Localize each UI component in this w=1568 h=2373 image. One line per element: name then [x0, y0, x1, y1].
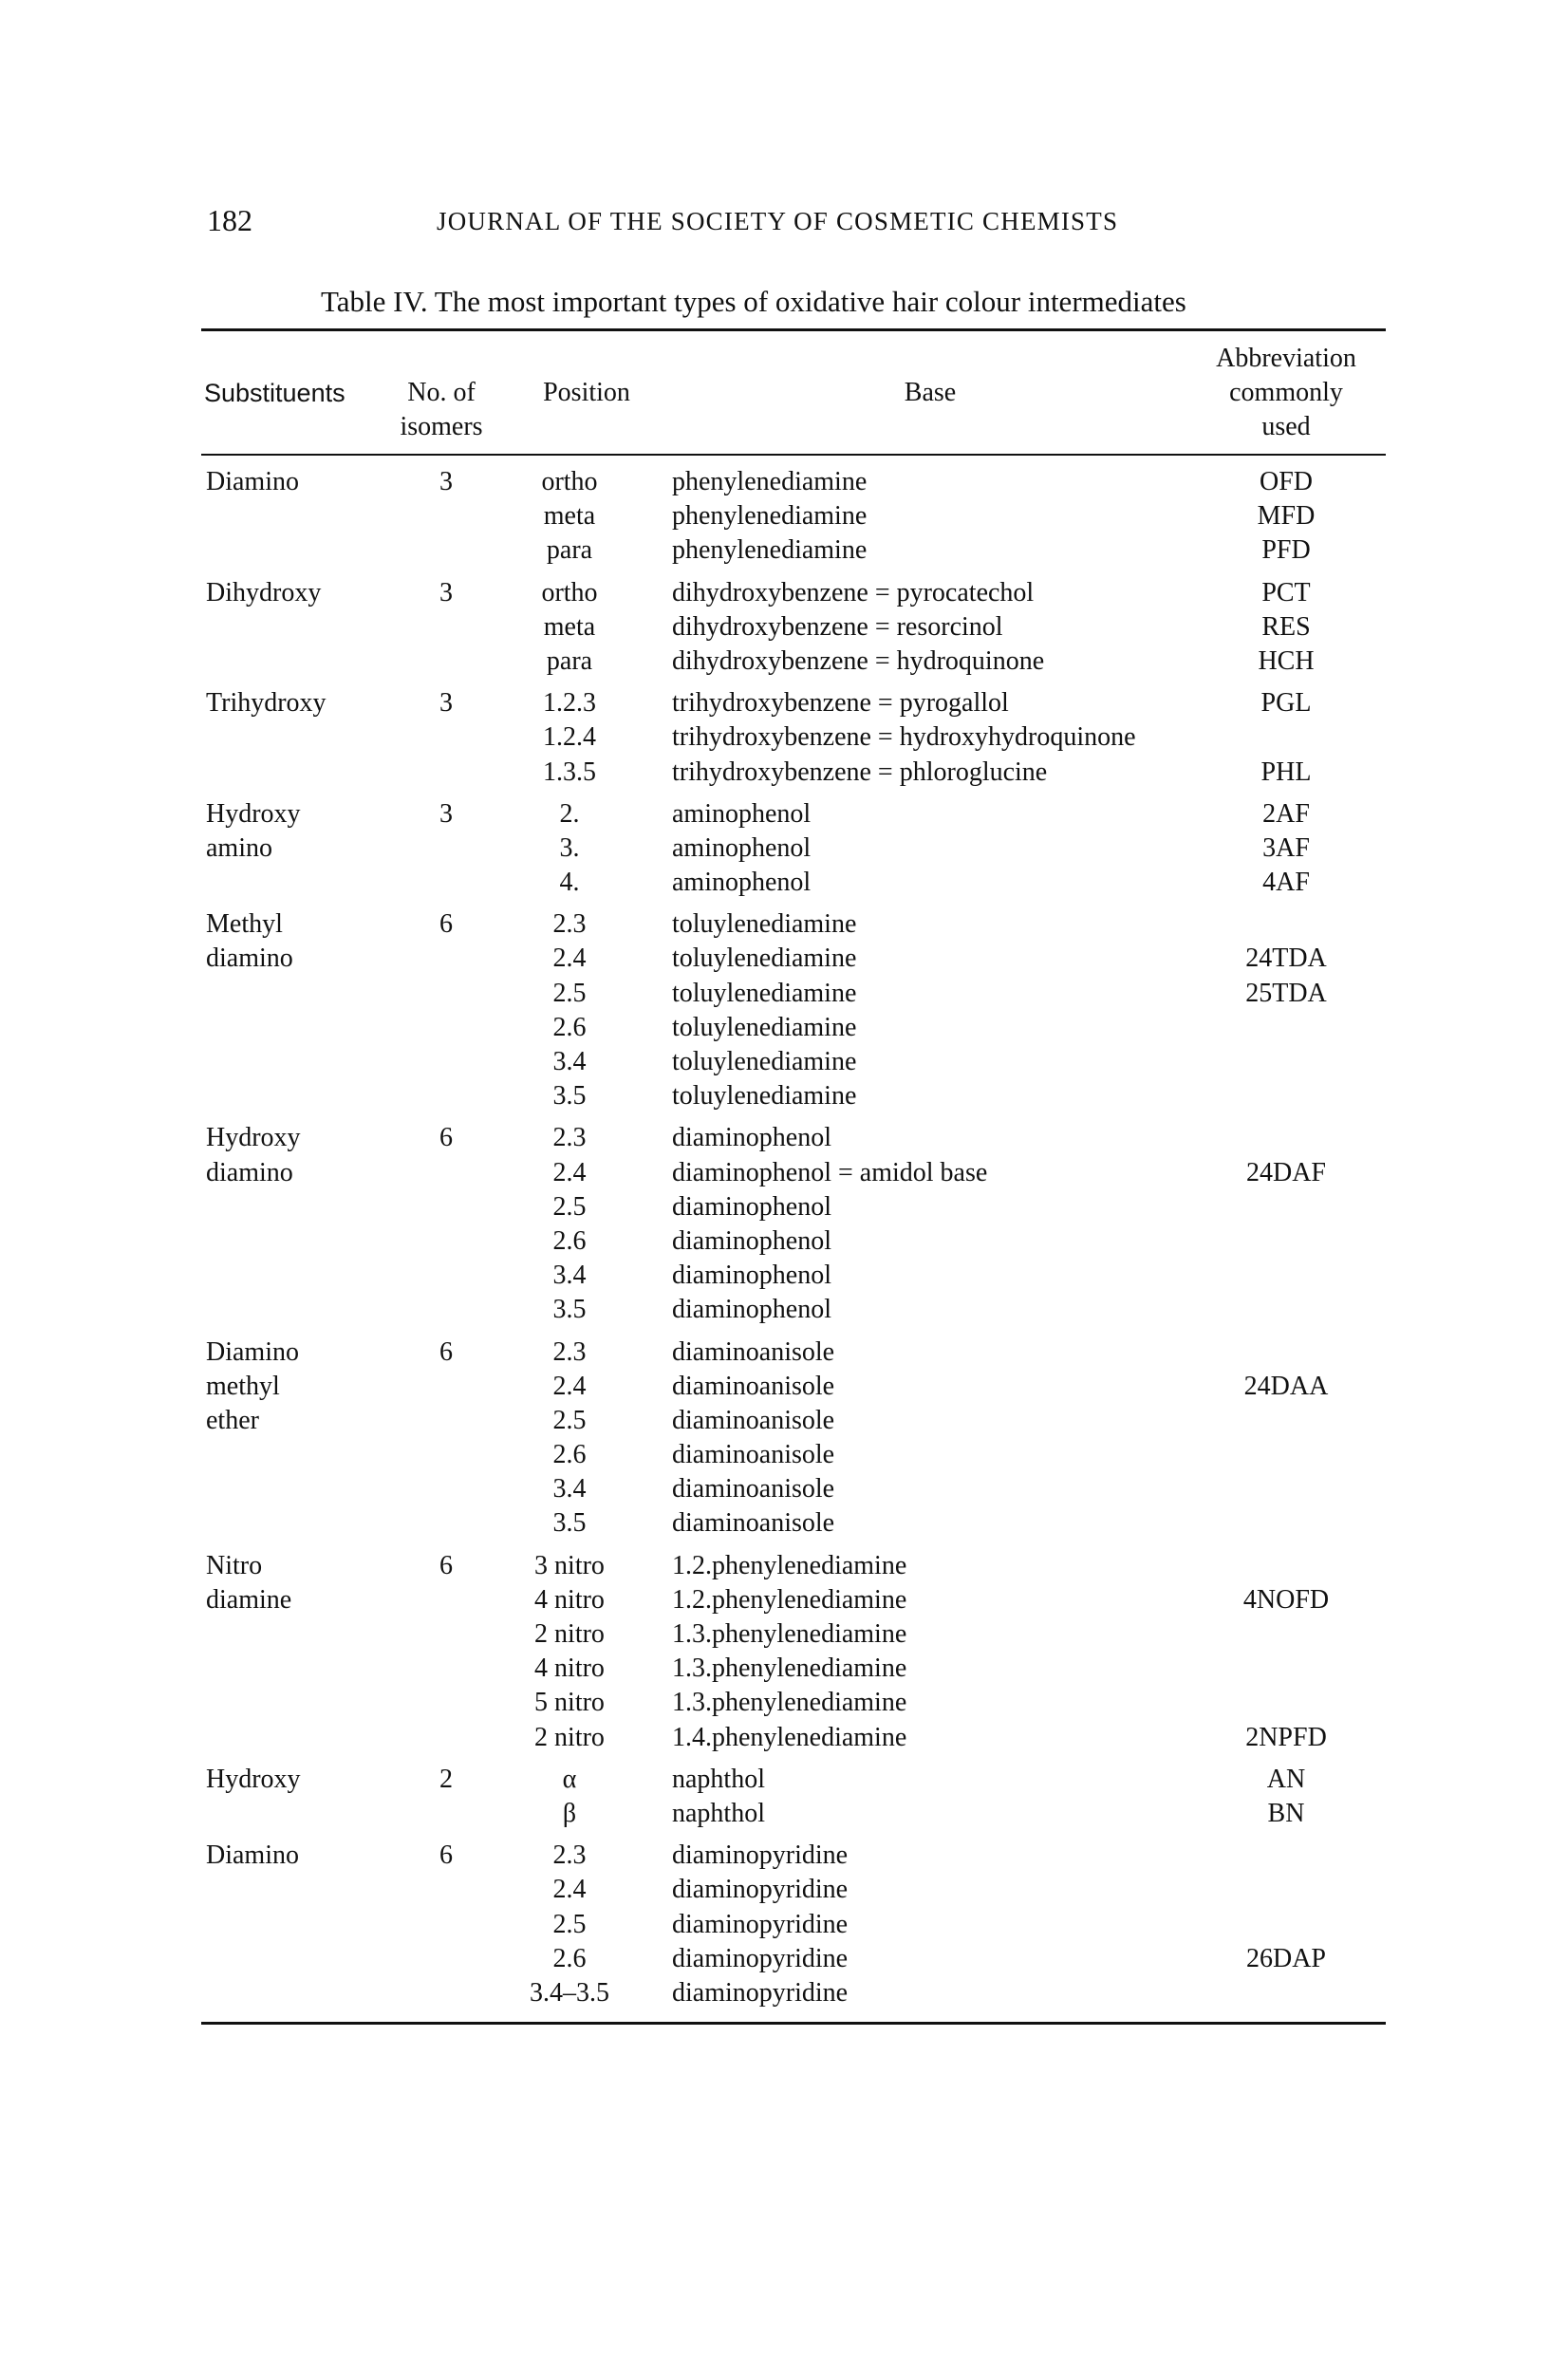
- abbreviation-cell: 2AF: [1262, 798, 1310, 829]
- substituent-cell: Diamino: [206, 1840, 299, 1871]
- abbreviation-cell: RES: [1261, 611, 1311, 642]
- position-cell: 2.6: [552, 1225, 587, 1256]
- base-cell: phenylenediamine: [672, 467, 868, 496]
- isomers-cell: 3: [439, 798, 453, 829]
- base-cell: 1.2.phenylenediamine: [672, 1584, 907, 1615]
- table-row: [0, 1404, 1568, 1438]
- header-substituents: Substituents: [204, 379, 345, 407]
- table-row: [0, 831, 1568, 866]
- base-cell: dihydroxybenzene = resorcinol: [672, 611, 1003, 642]
- table-row: [0, 907, 1568, 942]
- position-cell: 1.2.3: [543, 688, 596, 719]
- table-row: [0, 1472, 1568, 1506]
- table-row: [0, 1293, 1568, 1327]
- position-cell: 2.6: [552, 1012, 587, 1042]
- position-cell: ortho: [541, 467, 598, 496]
- table-row: [0, 533, 1568, 568]
- position-cell: 3.: [559, 832, 580, 863]
- base-cell: diaminophenol: [672, 1191, 831, 1222]
- table-row: [0, 1156, 1568, 1190]
- position-cell: 2.5: [552, 1191, 587, 1222]
- table-row: [0, 1873, 1568, 1907]
- header-abbreviation: [1177, 342, 1395, 444]
- base-cell: toluylenediamine: [672, 1081, 857, 1112]
- substituent-cell: methyl: [206, 1371, 280, 1401]
- base-cell: diaminoanisole: [672, 1508, 835, 1539]
- table-row: [0, 645, 1568, 679]
- substituent-cell: diamino: [206, 1157, 293, 1187]
- running-head: JOURNAL OF THE SOCIETY OF COSMETIC CHEMISTS: [437, 207, 1119, 235]
- abbreviation-cell: 3AF: [1262, 832, 1310, 863]
- table-row: [0, 576, 1568, 610]
- table-row: [0, 1797, 1568, 1831]
- table-row: [0, 1976, 1568, 2010]
- header-abbr-line3: used: [1261, 412, 1311, 441]
- abbreviation-cell: PFD: [1261, 535, 1311, 566]
- base-cell: diaminoanisole: [672, 1474, 835, 1504]
- position-cell: 2.5: [552, 978, 587, 1008]
- base-cell: 1.3.phenylenediamine: [672, 1619, 907, 1649]
- position-cell: 1.3.5: [543, 757, 596, 787]
- abbreviation-cell: 24DAF: [1245, 1157, 1326, 1187]
- table-row: [0, 1506, 1568, 1541]
- abbreviation-cell: PHL: [1260, 757, 1312, 787]
- table-row: [0, 756, 1568, 790]
- abbreviation-cell: 4NOFD: [1242, 1584, 1330, 1615]
- position-cell: 2.4: [552, 1875, 587, 1905]
- position-cell: 3.4: [552, 1047, 587, 1076]
- abbreviation-cell: 24TDA: [1245, 944, 1327, 974]
- substituent-cell: Dihydroxy: [206, 577, 322, 607]
- substituent-cell: diamine: [206, 1584, 292, 1615]
- header-isomers: [370, 376, 513, 444]
- isomers-cell: 2: [439, 1764, 453, 1794]
- table-row: [0, 610, 1568, 645]
- table-row: [0, 1908, 1568, 1942]
- position-cell: 2.3: [552, 1336, 587, 1367]
- substituent-cell: Hydroxy: [206, 798, 301, 829]
- substituent-cell: Methyl: [206, 909, 283, 940]
- table-row: [0, 465, 1568, 499]
- position-cell: para: [546, 645, 593, 676]
- base-cell: trihydroxybenzene = phloroglucine: [672, 757, 1048, 787]
- table-row: [0, 1438, 1568, 1472]
- base-cell: naphthol: [672, 1764, 765, 1794]
- abbreviation-cell: HCH: [1258, 645, 1315, 676]
- base-cell: 1.2.phenylenediamine: [672, 1550, 907, 1580]
- position-cell: ortho: [541, 577, 598, 607]
- isomers-cell: 6: [439, 1123, 453, 1153]
- base-cell: diaminophenol: [672, 1225, 831, 1256]
- position-cell: 3.5: [552, 1295, 587, 1325]
- position-cell: 3.4–3.5: [530, 1977, 609, 2008]
- base-cell: toluylenediamine: [672, 909, 857, 940]
- table-row: [0, 1190, 1568, 1224]
- position-cell: 2.5: [552, 1909, 587, 1939]
- abbreviation-cell: BN: [1267, 1798, 1305, 1828]
- isomers-cell: 6: [439, 1840, 453, 1871]
- base-cell: phenylenediamine: [672, 501, 868, 532]
- base-cell: diaminoanisole: [672, 1371, 835, 1401]
- substituent-cell: Diamino: [206, 1336, 299, 1367]
- substituent-cell: ether: [206, 1405, 259, 1435]
- position-cell: 2.6: [552, 1440, 587, 1470]
- bottom-rule: [201, 2022, 1386, 2025]
- position-cell: 4 nitro: [534, 1584, 605, 1615]
- isomers-cell: 6: [439, 909, 453, 940]
- base-cell: trihydroxybenzene = hydroxyhydroquinone: [672, 722, 1136, 753]
- position-cell: 3.5: [552, 1508, 587, 1539]
- base-cell: diaminophenol: [672, 1295, 831, 1325]
- base-cell: diaminopyridine: [672, 1840, 849, 1871]
- base-cell: dihydroxybenzene = hydroquinone: [672, 645, 1045, 676]
- header-base: Base: [904, 378, 957, 407]
- table-row: [0, 1549, 1568, 1583]
- abbreviation-cell: 25TDA: [1245, 978, 1327, 1008]
- position-cell: 2.3: [552, 909, 587, 940]
- base-cell: toluylenediamine: [672, 1012, 857, 1042]
- base-cell: diaminopyridine: [672, 1943, 849, 1973]
- base-cell: dihydroxybenzene = pyrocatechol: [672, 577, 1035, 607]
- table-row: [0, 1121, 1568, 1155]
- substituent-cell: Nitro: [206, 1550, 263, 1580]
- table-row: [0, 1721, 1568, 1755]
- base-cell: aminophenol: [672, 868, 812, 898]
- position-cell: 2.6: [552, 1943, 587, 1973]
- table-row: [0, 1336, 1568, 1370]
- base-cell: toluylenediamine: [672, 1047, 857, 1076]
- substituent-cell: amino: [206, 832, 272, 863]
- table-caption: Table IV. The most important types of oxidative hair colour intermediates: [321, 285, 1186, 318]
- position-cell: para: [546, 535, 593, 566]
- table-row: [0, 499, 1568, 533]
- table-row: [0, 1045, 1568, 1079]
- table-row: [0, 1686, 1568, 1720]
- base-cell: diaminophenol = amidol base: [672, 1157, 988, 1187]
- base-cell: toluylenediamine: [672, 978, 857, 1008]
- header-isomers-line2: isomers: [400, 412, 483, 441]
- base-cell: diaminophenol: [672, 1261, 831, 1291]
- table-row: [0, 942, 1568, 976]
- base-cell: diaminophenol: [672, 1123, 831, 1153]
- abbreviation-cell: AN: [1266, 1764, 1306, 1794]
- abbreviation-cell: OFD: [1259, 467, 1313, 496]
- header-position: Position: [543, 378, 630, 407]
- base-cell: 1.3.phenylenediamine: [672, 1688, 907, 1718]
- position-cell: 2.: [559, 798, 580, 829]
- table-row: [0, 1839, 1568, 1873]
- base-cell: aminophenol: [672, 832, 812, 863]
- table-row: [0, 1583, 1568, 1617]
- base-cell: diaminoanisole: [672, 1405, 835, 1435]
- table-row: [0, 1224, 1568, 1259]
- table-row: [0, 1011, 1568, 1045]
- table-row: [0, 1259, 1568, 1293]
- base-cell: aminophenol: [672, 798, 812, 829]
- table-row: [0, 977, 1568, 1011]
- table-row: [0, 1942, 1568, 1976]
- position-cell: 2 nitro: [534, 1619, 605, 1649]
- position-cell: 3 nitro: [534, 1550, 605, 1580]
- position-cell: α: [562, 1764, 577, 1794]
- header-abbr-line1: Abbreviation: [1216, 344, 1356, 373]
- position-cell: 3.5: [552, 1081, 587, 1112]
- abbreviation-cell: 4AF: [1262, 868, 1310, 898]
- table-row: [0, 797, 1568, 831]
- abbreviation-cell: PCT: [1261, 577, 1311, 607]
- base-cell: trihydroxybenzene = pyrogallol: [672, 688, 1009, 719]
- position-cell: 2.4: [552, 1371, 587, 1401]
- header-abbr-line2: commonly: [1229, 378, 1343, 407]
- position-cell: meta: [543, 611, 596, 642]
- table-row: [0, 1617, 1568, 1652]
- isomers-cell: 3: [439, 688, 453, 719]
- base-cell: diaminoanisole: [672, 1336, 835, 1367]
- position-cell: 4.: [559, 868, 580, 898]
- position-cell: 1.2.4: [543, 722, 596, 753]
- base-cell: diaminoanisole: [672, 1440, 835, 1470]
- table-body: [0, 465, 1568, 2010]
- table-row: [0, 720, 1568, 755]
- base-cell: naphthol: [672, 1798, 765, 1828]
- position-cell: 2.3: [552, 1123, 587, 1153]
- isomers-cell: 3: [439, 577, 453, 607]
- position-cell: β: [562, 1798, 577, 1828]
- position-cell: 3.4: [552, 1474, 587, 1504]
- top-rule: [201, 328, 1386, 331]
- table-row: [0, 1652, 1568, 1686]
- base-cell: diaminopyridine: [672, 1977, 849, 2008]
- base-cell: diaminopyridine: [672, 1875, 849, 1905]
- header-rule: [201, 454, 1386, 456]
- base-cell: 1.3.phenylenediamine: [672, 1654, 907, 1684]
- position-cell: 2.3: [552, 1840, 587, 1871]
- header-isomers-line1: No. of: [407, 378, 476, 407]
- position-cell: 2.4: [552, 944, 587, 974]
- position-cell: 5 nitro: [534, 1688, 605, 1718]
- position-cell: 2 nitro: [534, 1722, 605, 1752]
- table-row: [0, 1763, 1568, 1797]
- abbreviation-cell: 2NPFD: [1245, 1722, 1327, 1752]
- position-cell: 2.5: [552, 1405, 587, 1435]
- abbreviation-cell: 24DAA: [1243, 1371, 1329, 1401]
- abbreviation-cell: MFD: [1257, 501, 1316, 532]
- position-cell: 2.4: [552, 1157, 587, 1187]
- table-row: [0, 866, 1568, 900]
- position-cell: meta: [543, 501, 596, 532]
- abbreviation-cell: PGL: [1260, 688, 1312, 719]
- position-cell: 3.4: [552, 1261, 587, 1291]
- substituent-cell: diamino: [206, 944, 293, 974]
- substituent-cell: Trihydroxy: [206, 688, 327, 719]
- substituent-cell: Diamino: [206, 467, 299, 496]
- isomers-cell: 6: [439, 1550, 453, 1580]
- table-row: [0, 686, 1568, 720]
- page-number: 182: [207, 203, 252, 237]
- isomers-cell: 3: [439, 467, 453, 496]
- substituent-cell: Hydroxy: [206, 1123, 301, 1153]
- base-cell: diaminopyridine: [672, 1909, 849, 1939]
- isomers-cell: 6: [439, 1336, 453, 1367]
- position-cell: 4 nitro: [534, 1654, 605, 1684]
- base-cell: toluylenediamine: [672, 944, 857, 974]
- base-cell: phenylenediamine: [672, 535, 868, 566]
- abbreviation-cell: 26DAP: [1245, 1943, 1326, 1973]
- base-cell: 1.4.phenylenediamine: [672, 1722, 907, 1752]
- table-row: [0, 1079, 1568, 1113]
- table-row: [0, 1370, 1568, 1404]
- substituent-cell: Hydroxy: [206, 1764, 301, 1794]
